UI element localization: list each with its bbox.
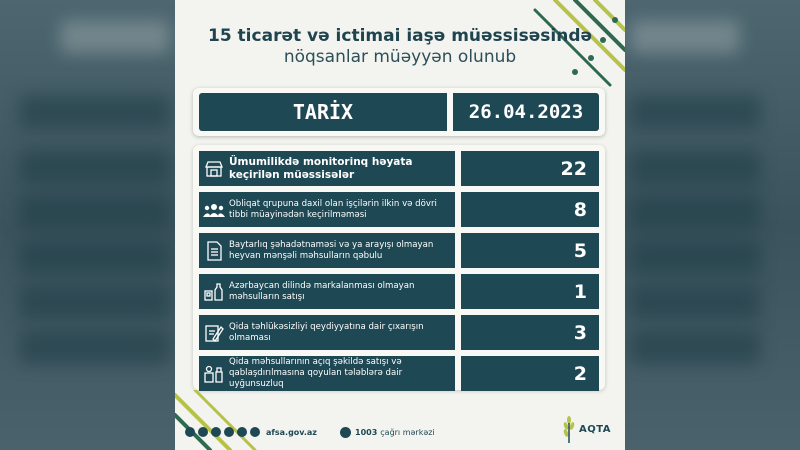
row-value: 8 — [461, 192, 599, 227]
aqta-logo — [561, 415, 611, 443]
wheat-logo-icon — [561, 415, 577, 443]
table-row — [199, 233, 599, 268]
page-title: 15 ticarət və ictimai iaşə müəssisəsində — [207, 26, 593, 46]
table-row — [199, 274, 599, 309]
date-label: TARİX — [199, 93, 447, 131]
call-label: çağrı mərkəzi — [380, 427, 435, 437]
store-icon — [199, 151, 229, 186]
telegram-icon[interactable] — [250, 427, 260, 437]
date-row — [193, 88, 605, 136]
footer-social — [185, 425, 317, 439]
row-value: 1 — [461, 274, 599, 309]
table-row — [199, 192, 599, 227]
page-subtitle: nöqsanlar müəyyən olunub — [283, 47, 517, 67]
wheat-decoration-bottom-icon — [175, 390, 265, 450]
people-icon — [199, 192, 229, 227]
instagram-icon[interactable] — [211, 427, 221, 437]
row-value: 22 — [461, 151, 599, 186]
table-row — [199, 315, 599, 350]
row-value: 2 — [461, 356, 599, 391]
call-center — [340, 425, 435, 439]
stats-table — [193, 145, 605, 390]
infographic-card — [175, 0, 625, 450]
certificate-icon — [199, 315, 229, 350]
packaging-icon — [199, 356, 229, 391]
logo-text: AQTA — [579, 423, 612, 435]
row-value: 5 — [461, 233, 599, 268]
products-icon — [199, 274, 229, 309]
document-icon — [199, 233, 229, 268]
call-number[interactable]: 1003 — [355, 427, 378, 437]
website-link[interactable]: afsa.gov.az — [266, 427, 317, 437]
row-label: Qida təhlükəsizliyi qeydiyyatına dair çıxarışın olmaması — [229, 321, 424, 343]
blurred-background-left — [0, 0, 175, 450]
table-row — [199, 151, 599, 186]
phone-icon — [340, 427, 351, 438]
row-label: Obliqat qrupuna daxil olan işçilərin ilkin və dövri tibbi müayinədən keçirilməməsi — [229, 198, 437, 220]
globe-icon[interactable] — [185, 427, 195, 437]
row-label: Qida məhsullarının açıq şəkildə satışı və qablaşdırılmasına qoyulan tələblərə dair uyğunsuzluq — [229, 357, 403, 389]
row-value: 3 — [461, 315, 599, 350]
blurred-background-right — [625, 0, 800, 450]
row-label: Azərbaycan dilində markalanması olmayan məhsulların satışı — [229, 280, 415, 302]
youtube-icon[interactable] — [224, 427, 234, 437]
row-label: Ümumilikdə monitorinq həyata keçirilən müəssisələr — [229, 155, 413, 181]
row-label: Baytarlıq şəhadətnaməsi və ya arayışı olmayan heyvan mənşəli məhsulların qəbulu — [229, 239, 434, 261]
twitter-icon[interactable] — [237, 427, 247, 437]
date-value: 26.04.2023 — [453, 93, 599, 131]
table-row — [199, 356, 599, 391]
facebook-icon[interactable] — [198, 427, 208, 437]
